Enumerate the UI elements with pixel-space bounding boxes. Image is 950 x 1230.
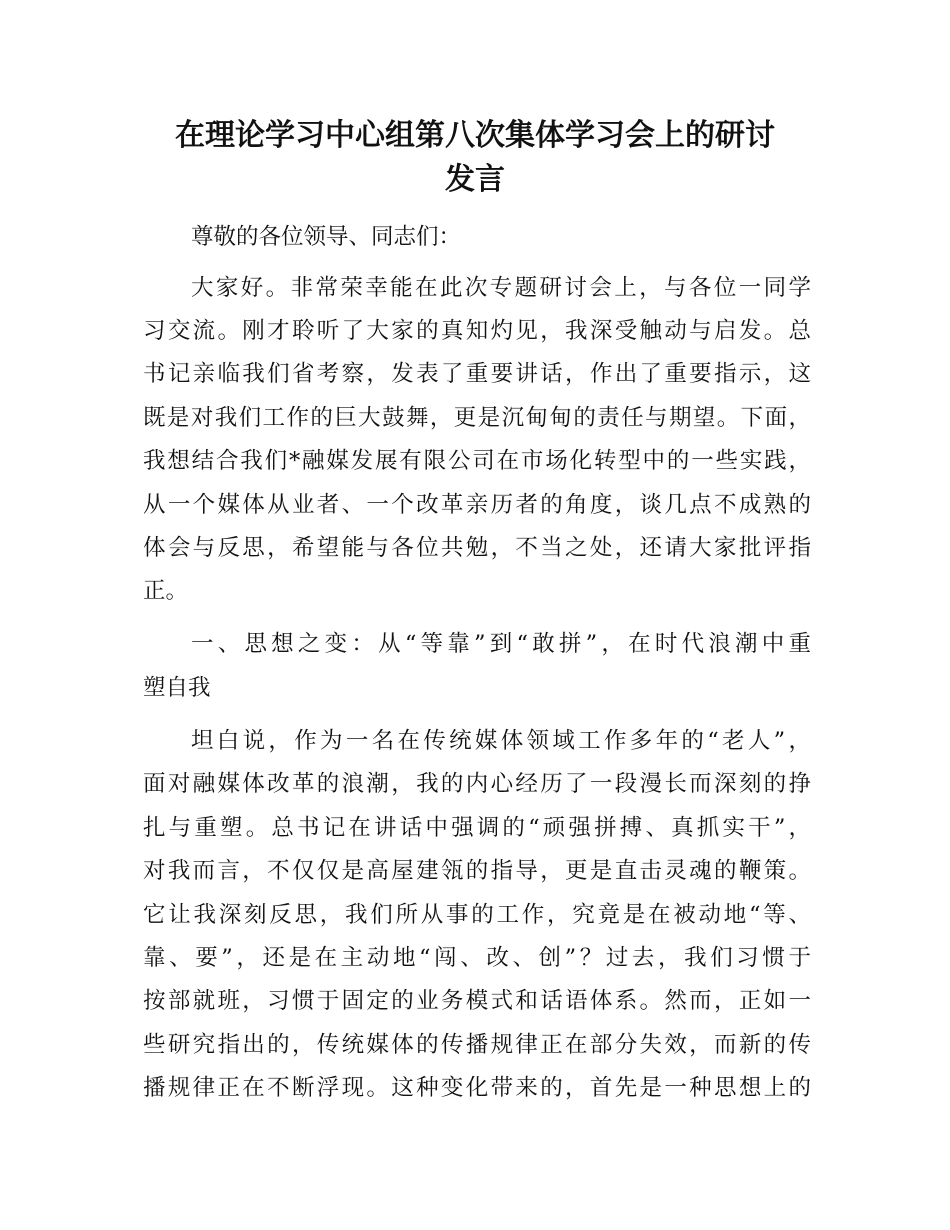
intro-line: 体会与反思，希望能与各位共勉，不当之处，还请大家批评指 — [143, 535, 811, 561]
section-body-line: 它让我深刻反思，我们所从事的工作，究竟是在被动地“等、 — [143, 902, 811, 928]
section-body-line: 对我而言，不仅仅是高屋建瓴的指导，更是直击灵魂的鞭策。 — [143, 858, 811, 884]
intro-line: 正。 — [143, 578, 189, 604]
section-body-line: 按部就班，习惯于固定的业务模式和话语体系。然而，正如一 — [143, 988, 811, 1014]
section-body-line: 坦白说，作为一名在传统媒体领域工作多年的“老人”， — [191, 728, 811, 754]
section-body-line: 播规律正在不断浮现。这种变化带来的，首先是一种思想上的 — [143, 1075, 811, 1101]
document-title-line-2: 发言 — [445, 162, 505, 197]
intro-line: 既是对我们工作的巨大鼓舞，更是沉甸甸的责任与期望。下面， — [143, 405, 811, 431]
section-heading-line: 一、思想之变：从“等靠”到“敢拼”，在时代浪潮中重 — [191, 631, 811, 657]
document-title-line-1: 在理论学习中心组第八次集体学习会上的研讨 — [175, 118, 775, 153]
section-heading-line: 塑自我 — [143, 675, 211, 701]
section-body-line: 面对融媒体改革的浪潮，我的内心经历了一段漫长而深刻的挣 — [143, 771, 811, 797]
section-body-line: 些研究指出的，传统媒体的传播规律正在部分失效，而新的传 — [143, 1032, 811, 1058]
intro-line: 习交流。刚才聆听了大家的真知灼见，我深受触动与启发。总 — [143, 318, 811, 344]
intro-line: 书记亲临我们省考察，发表了重要讲话，作出了重要指示，这 — [143, 361, 811, 387]
section-body-line: 扎与重塑。总书记在讲话中强调的“顽强拼搏、真抓实干”， — [143, 815, 811, 841]
section-body-line: 靠、要”，还是在主动地“闯、改、创”？过去，我们习惯于 — [143, 945, 811, 971]
salutation: 尊敬的各位领导、同志们： — [191, 224, 462, 250]
intro-line: 从一个媒体从业者、一个改革亲历者的角度，谈几点不成熟的 — [143, 492, 811, 518]
intro-line: 大家好。非常荣幸能在此次专题研讨会上，与各位一同学 — [191, 275, 811, 301]
intro-line: 我想结合我们*融媒发展有限公司在市场化转型中的一些实践， — [143, 448, 811, 474]
